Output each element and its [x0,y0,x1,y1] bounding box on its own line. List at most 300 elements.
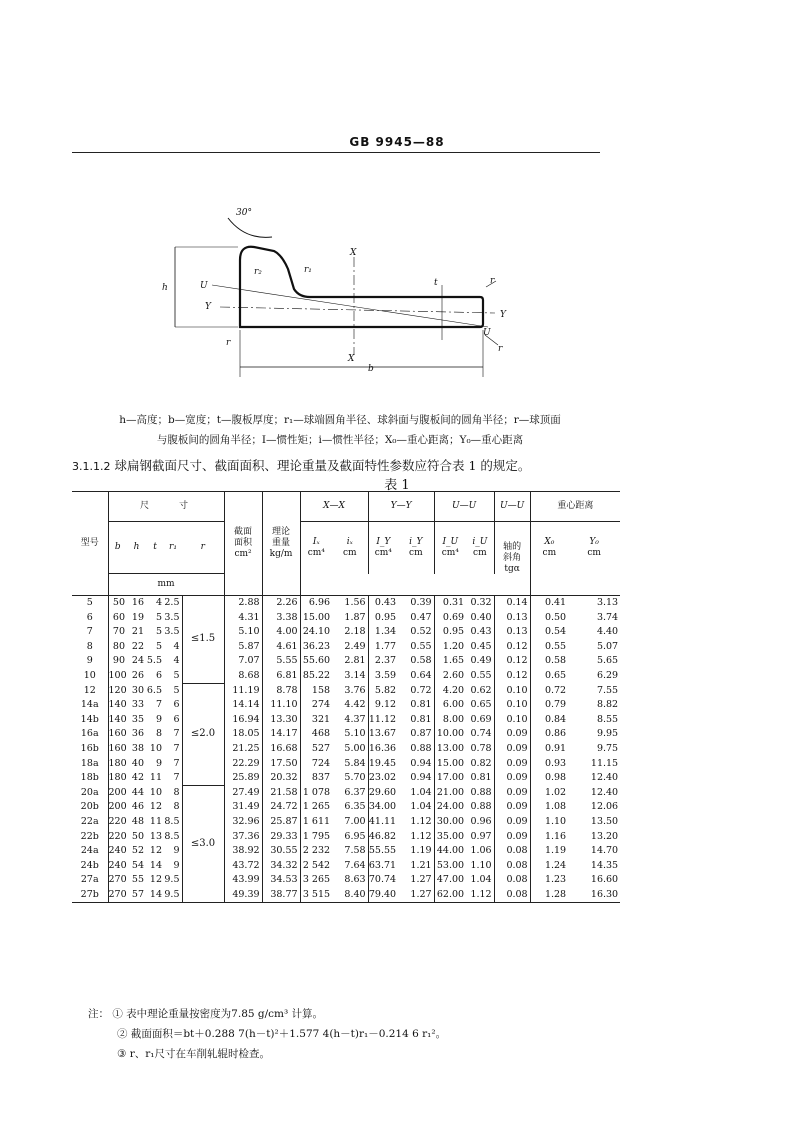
cell-model: 24b [72,859,108,874]
cell-Y0: 9.95 [596,728,619,740]
cell-Ix: 527 [311,742,331,754]
col-yy: Y—Y [368,492,434,522]
cell-Y0: 14.35 [590,859,619,871]
cell-tga: 0.10 [494,713,530,728]
cell-Ix: 1 795 [302,830,331,842]
col-centroid: 重心距离 [530,492,620,522]
cell-weight: 6.81 [262,669,300,684]
cell-weight: 21.58 [262,786,300,801]
cell-Y0: 9.75 [596,742,619,754]
cell-weight: 25.87 [262,815,300,830]
cell-Y0: 12.40 [590,772,619,784]
table-row [72,757,620,772]
cell-iu: 0.78 [466,742,494,757]
cell-b: 220 [108,815,127,827]
cell-t: 6.5 [146,684,162,696]
cell-model: 18b [72,771,108,786]
cell-weight: 8.78 [262,684,300,699]
cell-Iy: 46.82 [368,830,397,842]
cell-h: 52 [131,845,144,857]
cell-iu: 0.96 [466,815,494,830]
cell-area: 4.31 [224,611,262,626]
cell-iu: 1.10 [466,859,494,874]
legend-line-2: 与腹板间的圆角半径；I—惯性矩；i—惯性半径；X₀—重心距离；Y₀—重心距离 [156,434,524,446]
cell-iu: 0.40 [466,611,494,626]
col-ix-moment: Iₓ cm⁴ [307,536,325,558]
cell-t: 9 [155,757,162,769]
cell-b: 140 [108,713,127,725]
cell-Iy: 13.67 [368,728,397,740]
cell-r1: 5 [173,669,180,681]
cell-t: 14 [149,859,162,871]
cell-Iu: 2.60 [442,669,465,681]
table-row [72,713,620,728]
cell-tga: 0.09 [494,757,530,772]
section-text: 球扁钢截面尺寸、截面面积、理论重量及截面特性参数应符合表 1 的规定。 [114,458,531,473]
cell-r1: 8.5 [164,815,180,827]
cell-tga: 0.08 [494,873,530,888]
cell-r-group: ≤1.5 [182,596,224,684]
cell-r1: 9.5 [164,888,180,900]
cell-Ix: 55.60 [302,655,331,667]
cell-t: 7 [155,699,162,711]
cell-iy: 0.52 [398,625,434,640]
cell-weight: 13.30 [262,713,300,728]
cell-iu: 0.65 [466,698,494,713]
cell-Y0: 16.60 [590,874,619,886]
table-row [72,771,620,786]
cell-tga: 0.12 [494,654,530,669]
cell-r1: 9 [173,859,180,871]
cell-model: 6 [72,611,108,626]
r2-label: r₂ [254,267,262,277]
col-uu: U—U [434,492,494,522]
cell-ix: 7.64 [332,859,368,874]
cell-weight: 5.55 [262,654,300,669]
cell-iy: 1.27 [398,873,434,888]
cell-weight: 14.17 [262,727,300,742]
note-1: 注： ① 表中理论重量按密度为7.85 g/cm³ 计算。 [88,1008,324,1020]
cell-iy: 0.81 [398,698,434,713]
cell-r1: 2.5 [164,597,180,608]
cell-Ix: 3 265 [302,874,331,886]
cell-b: 240 [108,845,127,857]
cell-Iu: 15.00 [436,757,465,769]
cell-h: 30 [131,684,144,696]
cell-tga: 0.09 [494,800,530,815]
y-right-label: Y [500,310,506,320]
cell-ix: 2.81 [332,654,368,669]
cell-Iy: 23.02 [368,772,397,784]
cell-Iu: 24.00 [436,801,465,813]
cell-r1: 7 [173,742,180,754]
cell-Iu: 10.00 [436,728,465,740]
cell-weight: 29.33 [262,830,300,845]
note-2: ② 截面面积＝bt＋0.288 7(h－t)²＋1.577 4(h－t)r₁－0.214 6 r₁²。 [117,1028,447,1040]
cell-ix: 8.63 [332,873,368,888]
cell-Ix: 724 [311,757,331,769]
cell-Iu: 44.00 [436,845,465,857]
col-axis-angle: 轴的斜角 tgα [494,522,530,596]
cell-b: 240 [108,859,127,871]
table-row [72,596,620,611]
col-iy-radius: i_Y cm [398,522,434,574]
cell-model: 9 [72,654,108,669]
cell-X0: 1.08 [544,801,567,813]
cell-Y0: 5.07 [596,640,619,652]
cell-iu: 0.49 [466,654,494,669]
cell-model: 12 [72,684,108,699]
cell-Iu: 0.31 [442,597,465,608]
cell-model: 18a [72,757,108,772]
cell-iu: 0.45 [466,640,494,655]
cell-t: 10 [149,742,162,754]
cell-Y0: 5.65 [596,655,619,667]
r1-label: r₁ [304,265,312,275]
cell-Ix: 274 [311,699,331,711]
cell-r1: 4 [173,640,180,652]
cell-ix: 2.18 [332,625,368,640]
cell-b: 60 [112,611,125,623]
cell-Ix: 85.22 [302,669,331,681]
cell-r1: 5 [173,684,180,696]
cell-Iy: 55.55 [368,845,397,857]
cell-Ix: 321 [311,713,331,725]
cell-area: 32.96 [224,815,262,830]
cell-area: 37.36 [224,830,262,845]
cell-model: 8 [72,640,108,655]
cell-tga: 0.08 [494,888,530,903]
cell-iy: 0.94 [398,757,434,772]
cell-area: 49.39 [224,888,262,903]
cell-iy: 1.27 [398,888,434,903]
cell-tga: 0.10 [494,698,530,713]
cell-Iu: 21.00 [436,786,465,798]
cell-r1: 3.5 [164,611,180,623]
cell-t: 11 [149,772,162,784]
cell-b: 50 [112,597,125,608]
cell-iy: 0.81 [398,713,434,728]
cell-Y0: 3.74 [596,611,619,623]
cell-X0: 0.50 [544,611,567,623]
cell-Iy: 1.77 [374,640,397,652]
cell-Y0: 12.40 [590,786,619,798]
table-row [72,859,620,874]
cell-iu: 0.81 [466,771,494,786]
cell-r1: 8 [173,801,180,813]
cell-Iy: 79.40 [368,888,397,900]
cell-area: 5.87 [224,640,262,655]
col-t: t [153,542,157,553]
cell-tga: 0.13 [494,625,530,640]
cell-Iu: 30.00 [436,815,465,827]
cell-X0: 1.28 [544,888,567,900]
cell-area: 7.07 [224,654,262,669]
cell-r1: 9.5 [164,874,180,886]
cell-h: 35 [131,713,144,725]
t-label: t [434,278,438,288]
cell-iy: 0.39 [398,596,434,611]
cell-b: 140 [108,699,127,711]
cell-ix: 1.87 [332,611,368,626]
cell-Iu: 47.00 [436,874,465,886]
cell-Y0: 13.20 [590,830,619,842]
table-row [72,830,620,845]
cell-Iy: 2.37 [374,655,397,667]
cell-Iu: 62.00 [436,888,465,900]
cell-Y0: 13.50 [590,815,619,827]
cell-h: 40 [131,757,144,769]
table-row [72,888,620,903]
table-row [72,684,620,699]
cell-weight: 34.53 [262,873,300,888]
cell-Iu: 6.00 [442,699,465,711]
cell-weight: 3.38 [262,611,300,626]
cell-t: 9 [155,713,162,725]
cell-h: 44 [131,786,144,798]
cell-b: 270 [108,874,127,886]
cell-iu: 0.69 [466,713,494,728]
r-right-top-label: r [490,276,495,286]
cell-h: 16 [131,597,144,608]
cell-Y0: 8.82 [596,699,619,711]
u-right-label: U [483,328,491,338]
cell-model: 7 [72,625,108,640]
cell-r1: 6 [173,699,180,711]
col-r1: r₁ [169,542,177,553]
cell-iu: 0.74 [466,727,494,742]
section-number: 3.1.1.2 [72,460,111,473]
col-ix-radius: iₓ cm [332,522,368,574]
angle-label: 30° [236,208,252,218]
cell-h: 54 [131,859,144,871]
cell-Iu: 0.95 [442,626,465,638]
col-dims: 尺 寸 [108,492,224,522]
cell-Ix: 3 515 [302,888,331,900]
cell-Iu: 4.20 [442,684,465,696]
cell-Y0: 6.29 [596,669,619,681]
cell-ix: 8.40 [332,888,368,903]
cell-weight: 4.61 [262,640,300,655]
cell-tga: 0.09 [494,830,530,845]
cell-b: 180 [108,757,127,769]
cell-ix: 1.56 [332,596,368,611]
cell-ix: 2.49 [332,640,368,655]
cell-X0: 0.41 [544,597,567,608]
cell-Iy: 0.95 [374,611,397,623]
cell-h: 33 [131,699,144,711]
cell-t: 13 [149,830,162,842]
cell-iy: 0.47 [398,611,434,626]
cell-t: 4 [155,597,162,608]
cell-r1: 6 [173,713,180,725]
cell-h: 48 [131,815,144,827]
cell-r1: 8 [173,786,180,798]
y-left-label: Y [205,302,211,312]
cell-ix: 7.58 [332,844,368,859]
cell-X0: 0.86 [544,728,567,740]
cell-t: 12 [149,874,162,886]
col-b: b [114,542,121,553]
cell-ix: 6.35 [332,800,368,815]
cell-Iu: 53.00 [436,859,465,871]
cell-area: 43.99 [224,873,262,888]
cell-t: 5 [155,626,162,638]
cell-Iy: 9.12 [374,699,397,711]
cell-Y0: 12.06 [590,801,619,813]
cell-tga: 0.09 [494,742,530,757]
cell-r1: 4 [173,655,180,667]
cell-X0: 1.23 [544,874,567,886]
cell-Iy: 63.71 [368,859,397,871]
cell-model: 14a [72,698,108,713]
cell-model: 16a [72,727,108,742]
cell-t: 5 [155,640,162,652]
r-left-label: r [226,338,231,348]
cell-weight: 38.77 [262,888,300,903]
cell-t: 8 [155,728,162,740]
cell-h: 19 [131,611,144,623]
cell-X0: 0.91 [544,742,567,754]
cell-X0: 0.72 [544,684,567,696]
cell-Ix: 6.96 [308,597,331,608]
cell-area: 14.14 [224,698,262,713]
cell-t: 12 [149,845,162,857]
cell-t: 5.5 [146,655,162,667]
col-units-mm: mm [108,574,224,596]
cell-Iy: 19.45 [368,757,397,769]
cell-t: 14 [149,888,162,900]
cell-Iu: 0.69 [442,611,465,623]
table-row [72,786,620,801]
col-iu-radius: i_U cm [466,522,494,574]
b-label: b [368,364,374,374]
cell-ix: 5.70 [332,771,368,786]
cell-iy: 0.88 [398,742,434,757]
cell-Iu: 8.00 [442,713,465,725]
cell-weight: 30.55 [262,844,300,859]
cell-t: 5 [155,611,162,623]
col-x0: X₀ cm [542,536,557,558]
cell-Y0: 7.55 [596,684,619,696]
cell-h: 36 [131,728,144,740]
cell-iu: 0.88 [466,786,494,801]
cell-iy: 0.87 [398,727,434,742]
col-weight: 理论重量 kg/m [262,492,300,596]
cell-iy: 0.58 [398,654,434,669]
u-left-label: U [200,281,208,291]
cell-t: 6 [155,669,162,681]
cell-ix: 5.84 [332,757,368,772]
table-row [72,640,620,655]
cell-Iy: 1.34 [374,626,397,638]
cell-Iu: 13.00 [436,742,465,754]
header-rule [72,152,600,153]
cell-X0: 1.10 [544,815,567,827]
cell-ix: 5.00 [332,742,368,757]
cell-area: 38.92 [224,844,262,859]
cell-iu: 0.97 [466,830,494,845]
col-iy-moment: I_Y cm⁴ [374,536,392,558]
cell-tga: 0.09 [494,727,530,742]
cell-X0: 0.55 [544,640,567,652]
cell-Y0: 4.40 [596,626,619,638]
cell-tga: 0.08 [494,859,530,874]
cell-r1: 7 [173,757,180,769]
cell-Iy: 5.82 [374,684,397,696]
cell-Ix: 2 232 [302,845,331,857]
cell-r-group: ≤3.0 [182,786,224,903]
cell-X0: 0.84 [544,713,567,725]
cell-Ix: 24.10 [302,626,331,638]
cell-weight: 11.10 [262,698,300,713]
cell-model: 20a [72,786,108,801]
cell-b: 70 [112,626,125,638]
cell-Iy: 29.60 [368,786,397,798]
cell-Iy: 41.11 [368,815,397,827]
table-body [72,596,620,903]
cell-area: 22.29 [224,757,262,772]
cell-model: 14b [72,713,108,728]
cell-weight: 20.32 [262,771,300,786]
col-y0: Y₀ cm [587,536,601,558]
cell-h: 26 [131,669,144,681]
legend-line-1: h—高度；b—宽度；t—腹板厚度；r₁—球端圆角半径、球斜面与腹板间的圆角半径；r—球顶面 [119,414,561,426]
h-label: h [162,283,168,293]
col-model: 型号 [72,492,108,596]
cell-Ix: 468 [311,728,331,740]
cell-ix: 3.14 [332,669,368,684]
cell-Ix: 1 611 [302,815,331,827]
cell-b: 220 [108,830,127,842]
cell-Iy: 0.43 [374,597,397,608]
bulb-flat-properties-table [72,491,620,903]
cell-h: 21 [131,626,144,638]
cell-model: 16b [72,742,108,757]
cell-tga: 0.09 [494,771,530,786]
cell-area: 5.10 [224,625,262,640]
note-3: ③ r、r₁尺寸在车削轧辊时检查。 [117,1048,270,1060]
cell-h: 42 [131,772,144,784]
col-xx: X—X [300,492,368,522]
table-row [72,654,620,669]
cell-Iy: 16.36 [368,742,397,754]
cell-iu: 0.82 [466,757,494,772]
table-row [72,873,620,888]
cell-tga: 0.12 [494,669,530,684]
cell-X0: 0.54 [544,626,567,638]
cell-tga: 0.12 [494,640,530,655]
cell-Ix: 837 [311,772,331,784]
cell-X0: 0.79 [544,699,567,711]
cell-area: 11.19 [224,684,262,699]
cell-Ix: 36.23 [302,640,331,652]
cell-ix: 4.37 [332,713,368,728]
document-code: GB 9945—88 [349,135,445,149]
cell-ix: 6.37 [332,786,368,801]
r-right-bottom-label: r [498,344,503,354]
cell-weight: 16.68 [262,742,300,757]
cell-area: 25.89 [224,771,262,786]
cell-model: 10 [72,669,108,684]
cell-iy: 1.04 [398,800,434,815]
cell-t: 12 [149,801,162,813]
cell-r1: 7 [173,728,180,740]
cell-Iu: 17.00 [436,772,465,784]
cell-Ix: 1 265 [302,801,331,813]
table-row [72,815,620,830]
cell-X0: 1.19 [544,845,567,857]
